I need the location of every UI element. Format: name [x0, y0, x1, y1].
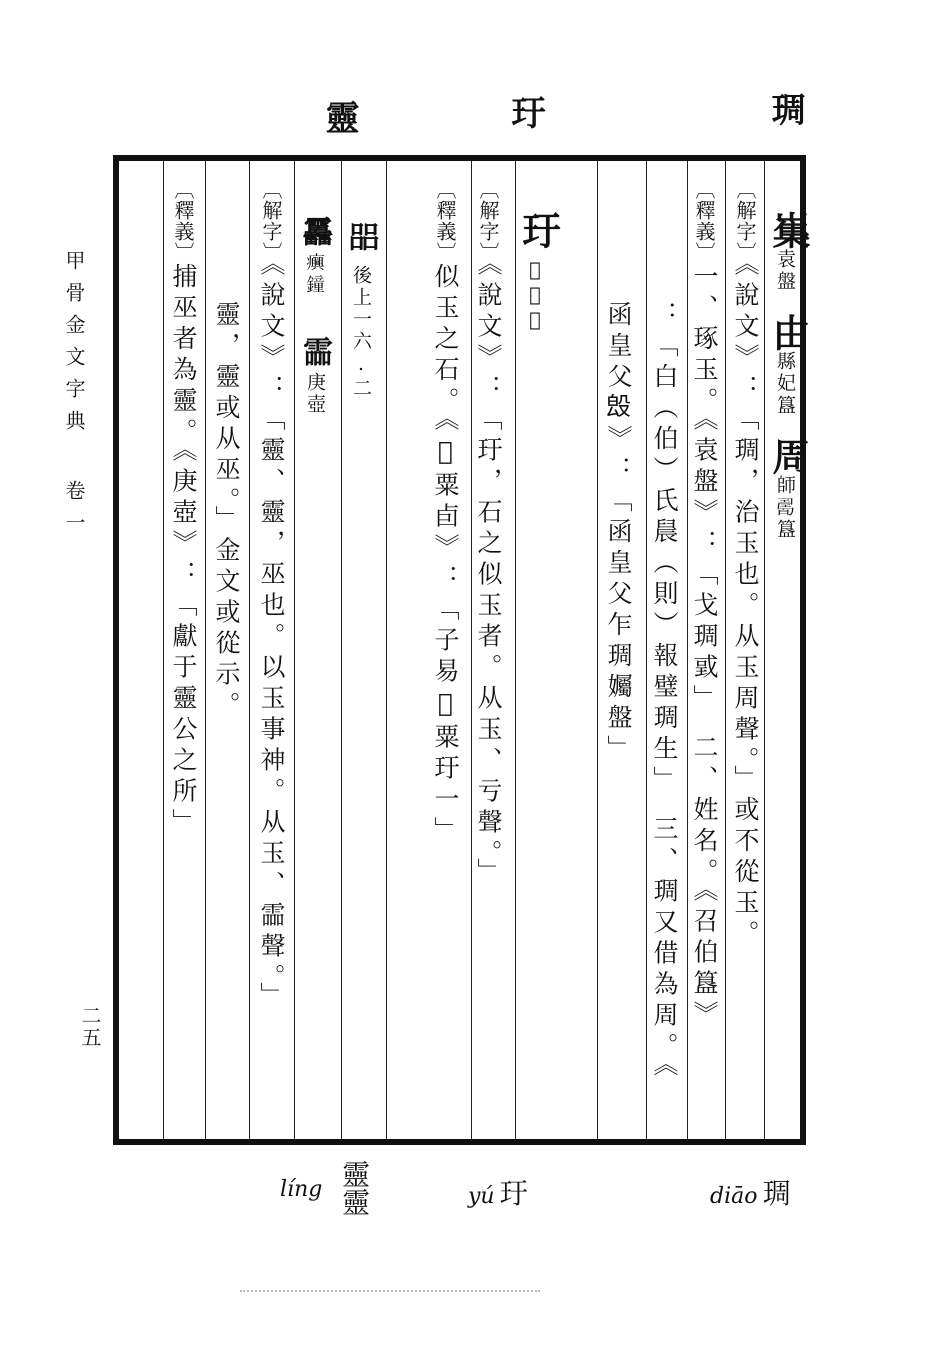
pinyin-char: 琱	[762, 1177, 791, 1210]
entry-ling-meaning: 捕巫者為靈。《庚壺》：「獻于靈公之所」	[169, 263, 198, 840]
volume-label: 卷一	[62, 480, 86, 544]
pinyin-ling-syllable: líng	[280, 1177, 323, 1202]
pinyin-char: 玗	[499, 1177, 528, 1210]
entry-yu-meaning: 似玉之石。《𧇫粟卣》：「子易𧇫粟玗一」	[431, 263, 460, 848]
entry-diao-meaning-1: 一、琢玉。《袁盤》：「戈琱戜」 二、姓名。《召伯簋》	[690, 263, 719, 1032]
entry-ling-shuowen: 《說文》：「靈、靈，巫也。以玉事神。从玉、霝聲。」	[257, 263, 286, 1013]
entry-yu-shuowen: 《說文》：「玗，石之似玉者。从玉、亏聲。」	[474, 263, 503, 889]
entry-diao-shuowen: 《說文》：「琱，治玉也。从玉周聲。」或不從玉。	[731, 263, 760, 951]
form-source: 庚壺	[304, 372, 326, 416]
pinyin-syllable: yú	[468, 1184, 495, 1209]
scan-dots	[240, 1290, 540, 1292]
entry-diao-forms	[766, 211, 811, 541]
form-source: 袁盤	[774, 249, 796, 293]
entry-yu-col-1	[476, 179, 501, 889]
entry-ling-col-3	[171, 179, 196, 840]
form-glyph: 玗	[516, 211, 561, 249]
jiezi-label: 〔解字〕	[259, 179, 283, 263]
form-glyph: 㠍	[766, 211, 811, 249]
entry-ling-form-2	[299, 216, 339, 416]
pinyin-diao	[710, 1172, 791, 1212]
headword-yu: 玗	[505, 95, 545, 129]
entry-diao-meaning-3: 函皇父𣪕》：「函皇父乍琱孎盤」	[604, 301, 633, 766]
shiyi-label: 〔釋義〕	[692, 179, 716, 263]
form-source: 師𤾊簋	[774, 475, 796, 541]
form-glyph: 周	[766, 437, 811, 475]
jiezi-label: 〔解字〕	[733, 179, 757, 263]
form-glyph: 㗊	[343, 221, 378, 251]
entry-diao-col-1	[733, 179, 758, 951]
form-source: 𧇫粟卣	[524, 259, 546, 334]
entry-diao-meaning-2: ：「白（伯）氏䢅（則）報璧琱生」 三、琱又借為周。《	[650, 301, 679, 1082]
entry-ling-form-1	[345, 221, 385, 400]
form-glyph: 靐	[297, 216, 332, 246]
entry-diao-col-3	[652, 301, 677, 1082]
entry-diao-col-2	[692, 179, 717, 1032]
content-frame	[113, 155, 811, 1145]
entry-yu-col-2	[433, 179, 458, 848]
jiezi-label: 〔解字〕	[476, 179, 500, 263]
page-number: 二五	[78, 1005, 102, 1049]
entry-ling-col-2	[214, 301, 239, 723]
book-title: 甲骨金文字典	[62, 250, 86, 442]
form-glyph: 霝	[297, 336, 332, 366]
form-source: 縣妃簋	[774, 351, 796, 417]
shiyi-label: 〔釋義〕	[433, 179, 457, 263]
pinyin-ling-chars: 靈靈	[338, 1160, 371, 1216]
entry-ling-variant: 靈，靈或从巫。」金文或從示。	[212, 301, 241, 723]
entry-yu-forms	[516, 211, 561, 334]
entry-ling-col-1	[259, 179, 284, 1013]
form-glyph: 由	[766, 313, 811, 351]
shiyi-label: 〔釋義〕	[171, 179, 195, 263]
form-source: 後上一六.二	[350, 265, 372, 400]
headword-ling: 靈	[319, 100, 359, 134]
pinyin-yu	[468, 1172, 528, 1212]
headword-diao: 琱	[765, 92, 805, 126]
entry-diao-col-4	[606, 301, 631, 766]
pinyin-syllable: diāo	[710, 1184, 758, 1209]
form-source: 𤼈鐘	[304, 252, 326, 296]
